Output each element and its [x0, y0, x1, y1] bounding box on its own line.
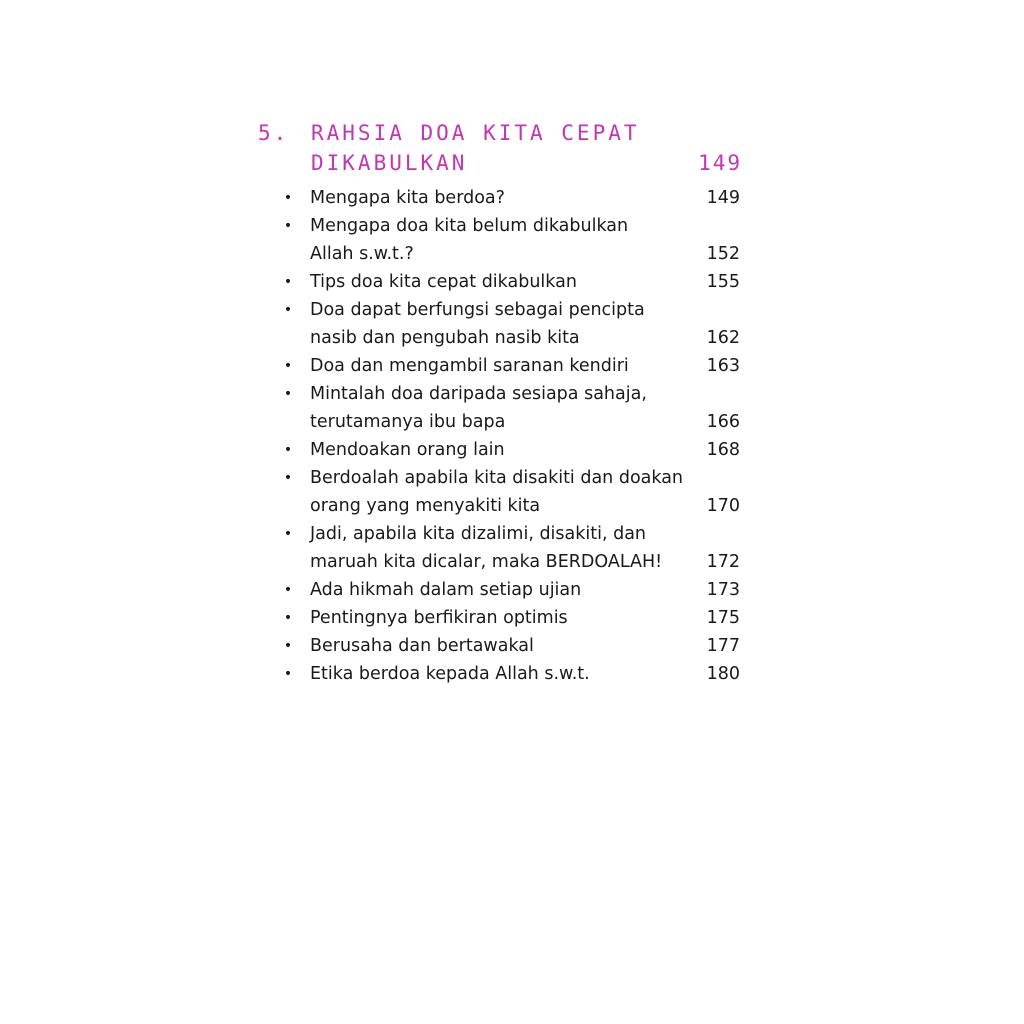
- toc-entry-title: Berdoalah apabila kita disakiti dan doakan: [310, 468, 684, 488]
- toc-entry-line: [280, 632, 742, 660]
- toc-entry-line: [280, 380, 742, 408]
- toc-entry-line: [280, 492, 742, 520]
- toc-entry-title: Tips doa kita cepat dikabulkan: [310, 272, 577, 292]
- toc-entry-title: Berusaha dan bertawakal: [310, 636, 534, 656]
- toc-entry-title: Allah s.w.t.?: [310, 244, 414, 264]
- toc-entry-page-number: 168: [706, 440, 740, 460]
- toc-entry-line: [280, 660, 742, 688]
- toc-entry-line: [280, 464, 742, 492]
- toc-entry-title: Doa dapat berfungsi sebagai pencipta: [310, 300, 645, 320]
- bullet-icon: •: [283, 666, 293, 682]
- toc-entry-page-number: 166: [706, 412, 740, 432]
- toc-entry-title: Mengapa kita berdoa?: [310, 188, 505, 208]
- toc-entry: [280, 212, 742, 268]
- toc-entry-list: [280, 184, 742, 688]
- toc-entry-page-number: 149: [706, 188, 740, 208]
- bullet-icon: •: [283, 610, 293, 626]
- bullet-icon: •: [283, 386, 293, 402]
- toc-entry-title: Pentingnya berfikiran optimis: [310, 608, 568, 628]
- chapter-heading-line-2: [258, 148, 742, 178]
- toc-entry-line: [280, 352, 742, 380]
- toc-entry-line: [280, 268, 742, 296]
- bullet-icon: •: [283, 358, 293, 374]
- bullet-icon: •: [283, 218, 293, 234]
- toc-entry-line: [280, 576, 742, 604]
- toc-entry-page-number: 155: [706, 272, 740, 292]
- bullet-icon: •: [283, 190, 293, 206]
- toc-entry: [280, 520, 742, 576]
- toc-entry-line: [280, 520, 742, 548]
- toc-entry: [280, 296, 742, 352]
- toc-entry-line: [280, 296, 742, 324]
- toc-entry-title: orang yang menyakiti kita: [310, 496, 541, 516]
- toc-entry-line: [280, 408, 742, 436]
- chapter-heading: [258, 118, 742, 178]
- toc-entry: [280, 632, 742, 660]
- chapter-number: 5.: [258, 121, 290, 145]
- toc-entry-line: [280, 212, 742, 240]
- bullet-icon: •: [283, 582, 293, 598]
- toc-entry-page-number: 152: [706, 244, 740, 264]
- toc-entry-title: nasib dan pengubah nasib kita: [310, 328, 580, 348]
- toc-entry-title: Ada hikmah dalam setiap ujian: [310, 580, 582, 600]
- chapter-page-number: 149: [698, 151, 742, 175]
- toc-entry-page-number: 172: [706, 552, 740, 572]
- toc-entry-line: [280, 324, 742, 352]
- toc-entry-line: [280, 604, 742, 632]
- toc-entry: [280, 576, 742, 604]
- toc-entry-line: [280, 240, 742, 268]
- toc-entry-page-number: 163: [706, 356, 740, 376]
- bullet-icon: •: [283, 638, 293, 654]
- toc-entry: [280, 352, 742, 380]
- bullet-icon: •: [283, 274, 293, 290]
- toc-entry-page-number: 180: [706, 664, 740, 684]
- toc-entry-page-number: 175: [706, 608, 740, 628]
- chapter-heading-line-1: [258, 118, 742, 148]
- toc-entry-title: Mendoakan orang lain: [310, 440, 505, 460]
- toc-entry-title: maruah kita dicalar, maka BERDOALAH!: [310, 552, 663, 572]
- bullet-icon: •: [283, 470, 293, 486]
- bullet-icon: •: [283, 302, 293, 318]
- chapter-title-line-1: RAHSIA DOA KITA CEPAT: [311, 121, 640, 145]
- toc-entry: [280, 604, 742, 632]
- toc-entry: [280, 268, 742, 296]
- toc-entry: [280, 380, 742, 436]
- toc-entry-page-number: 177: [706, 636, 740, 656]
- toc-entry: [280, 184, 742, 212]
- toc-entry-line: [280, 548, 742, 576]
- toc-entry-page-number: 162: [706, 328, 740, 348]
- bullet-icon: •: [283, 526, 293, 542]
- toc-entry-line: [280, 184, 742, 212]
- toc-entry-title: Jadi, apabila kita dizalimi, disakiti, dan: [310, 524, 647, 544]
- toc-entry-title: Mintalah doa daripada sesiapa sahaja,: [310, 384, 647, 404]
- toc-entry: [280, 660, 742, 688]
- toc-entry: [280, 436, 742, 464]
- toc-entry-page-number: 170: [706, 496, 740, 516]
- toc-entry-title: Doa dan mengambil saranan kendiri: [310, 356, 629, 376]
- toc-entry-title: Etika berdoa kepada Allah s.w.t.: [310, 664, 590, 684]
- toc-entry: [280, 464, 742, 520]
- toc-entry-line: [280, 436, 742, 464]
- chapter-title-line-2: DIKABULKAN: [311, 151, 468, 175]
- bullet-icon: •: [283, 442, 293, 458]
- toc-entry-title: Mengapa doa kita belum dikabulkan: [310, 216, 629, 236]
- toc-entry-page-number: 173: [706, 580, 740, 600]
- toc-entry-title: terutamanya ibu bapa: [310, 412, 506, 432]
